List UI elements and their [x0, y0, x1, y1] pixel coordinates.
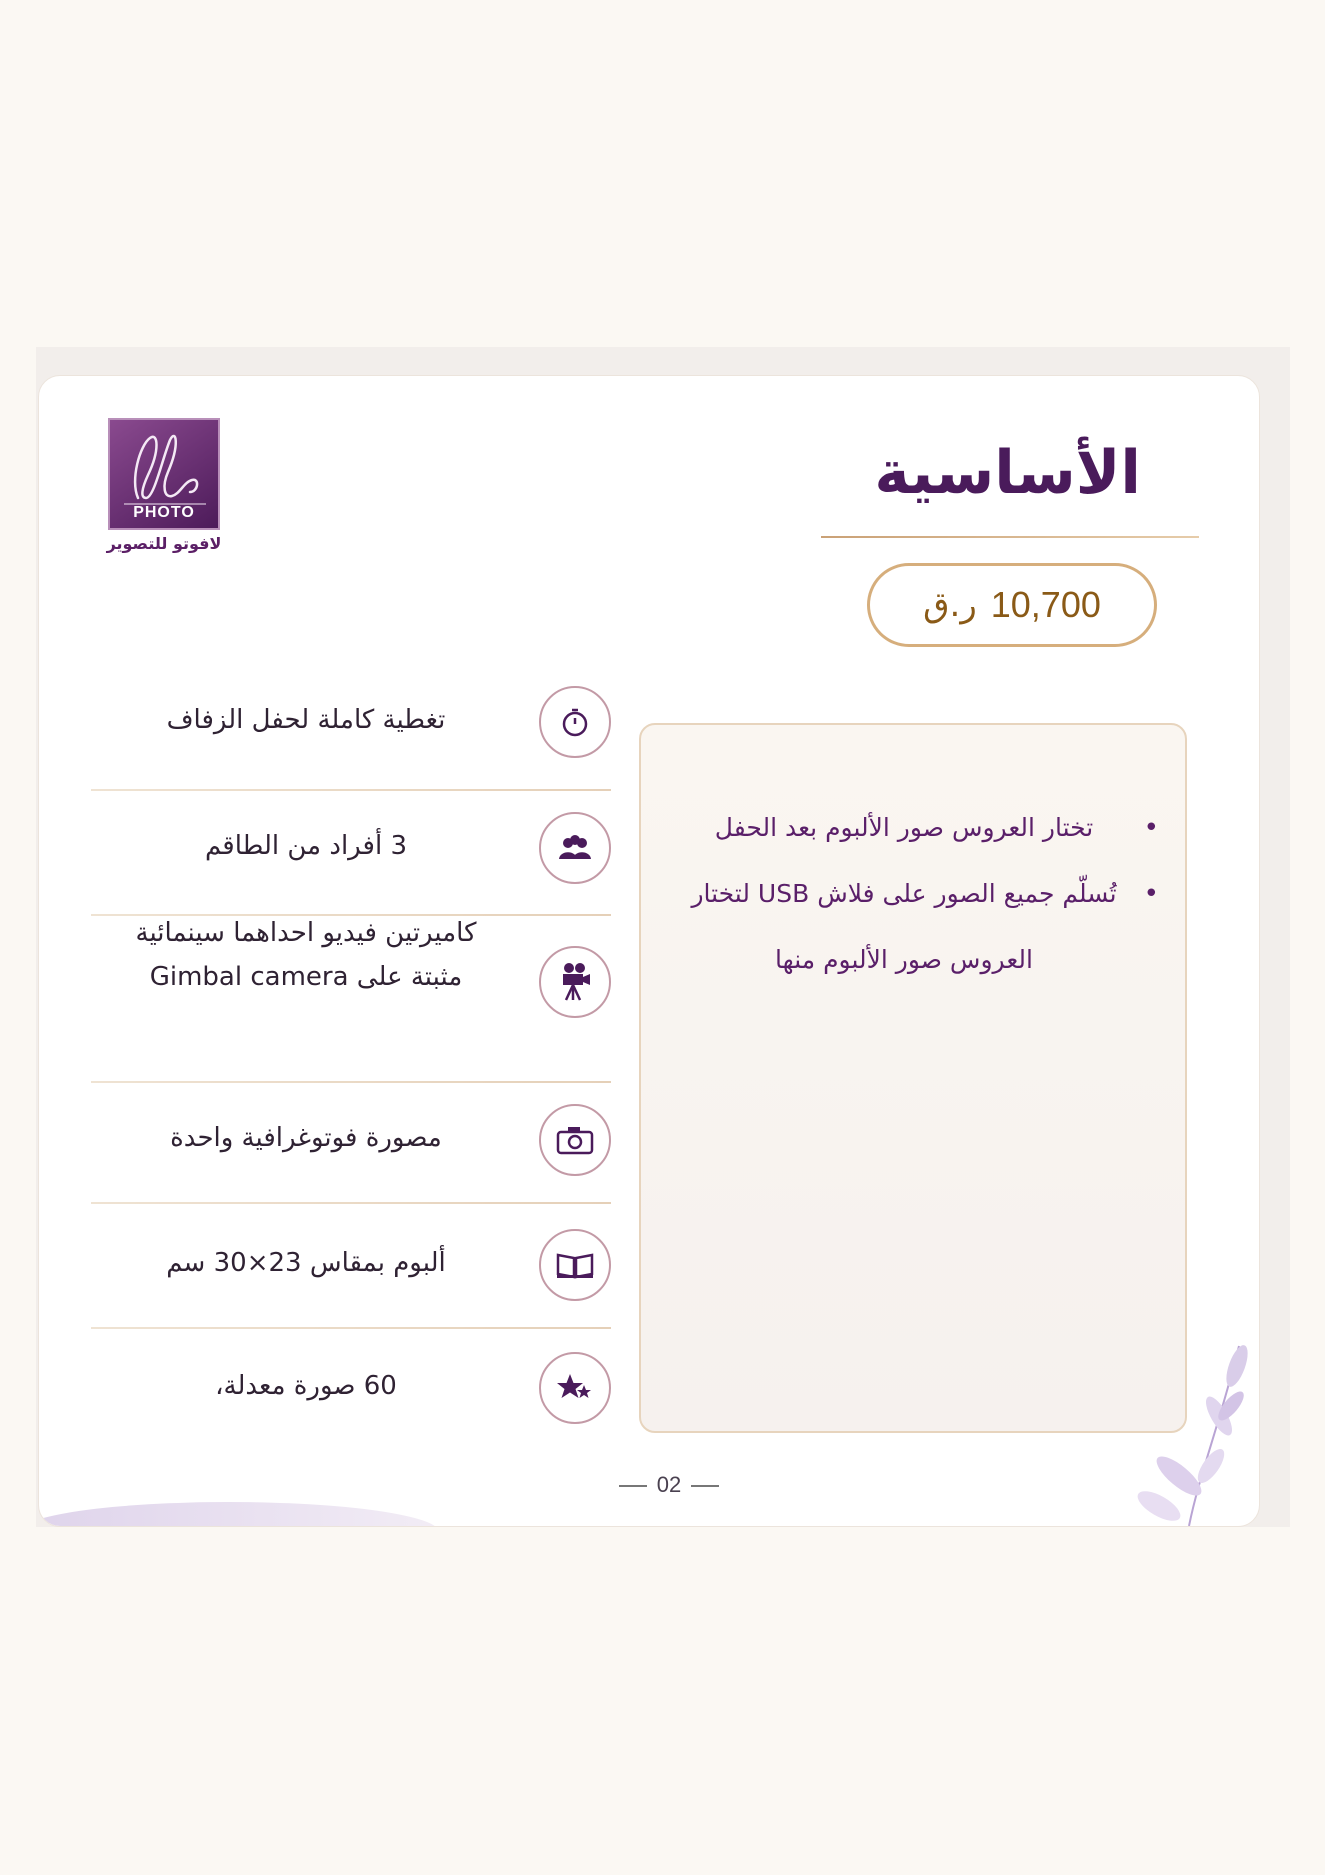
title-underline: [821, 536, 1199, 538]
package-card: [38, 375, 1260, 1527]
feature-divider: [91, 789, 611, 791]
logo-brand: PHOTO: [133, 504, 195, 521]
album-book-icon: [539, 1229, 611, 1301]
note-item: • تُسلّم جميع الصور على فلاش USB لتختار العروس صور الألبوم منها: [681, 861, 1159, 993]
feature-text: كاميرتين فيديو احداهما سينمائية مثبتة على Gimbal camera: [135, 918, 477, 992]
feature-text: مصورة فوتوغرافية واحدة: [170, 1123, 442, 1153]
decorative-leaf-icon: [1119, 1326, 1259, 1526]
edited-photos-icon: [539, 1352, 611, 1424]
decorative-swoosh: [38, 1502, 439, 1527]
camera-icon: [539, 1104, 611, 1176]
video-camera-icon: [539, 946, 611, 1018]
logo-arabic-name: لافوتو للتصوير: [106, 534, 222, 553]
notes-list: [641, 725, 1185, 993]
feature-divider: [91, 1202, 611, 1204]
team-icon: [539, 812, 611, 884]
feature-text: تغطية كاملة لحفل الزفاف: [166, 705, 446, 735]
price-currency: ر.ق: [923, 585, 977, 625]
package-title: الأساسية: [874, 438, 1141, 508]
feature-divider: [91, 1327, 611, 1329]
page-number-value: 02: [656, 1472, 682, 1497]
note-item: • تختار العروس صور الألبوم بعد الحفل: [681, 795, 1159, 861]
logo-mark: [108, 418, 220, 530]
logo: [94, 418, 234, 553]
page-number: [589, 1472, 749, 1498]
feature-text: ألبوم بمقاس 23×30 سم: [166, 1248, 446, 1278]
price-value: 10,700: [990, 584, 1101, 625]
feature-divider: [91, 1081, 611, 1083]
stopwatch-icon: [539, 686, 611, 758]
price-badge: [867, 563, 1157, 647]
feature-text: 60 صورة معدلة،: [215, 1371, 397, 1401]
feature-text: 3 أفراد من الطاقم: [205, 831, 407, 861]
notes-panel: [639, 723, 1187, 1433]
